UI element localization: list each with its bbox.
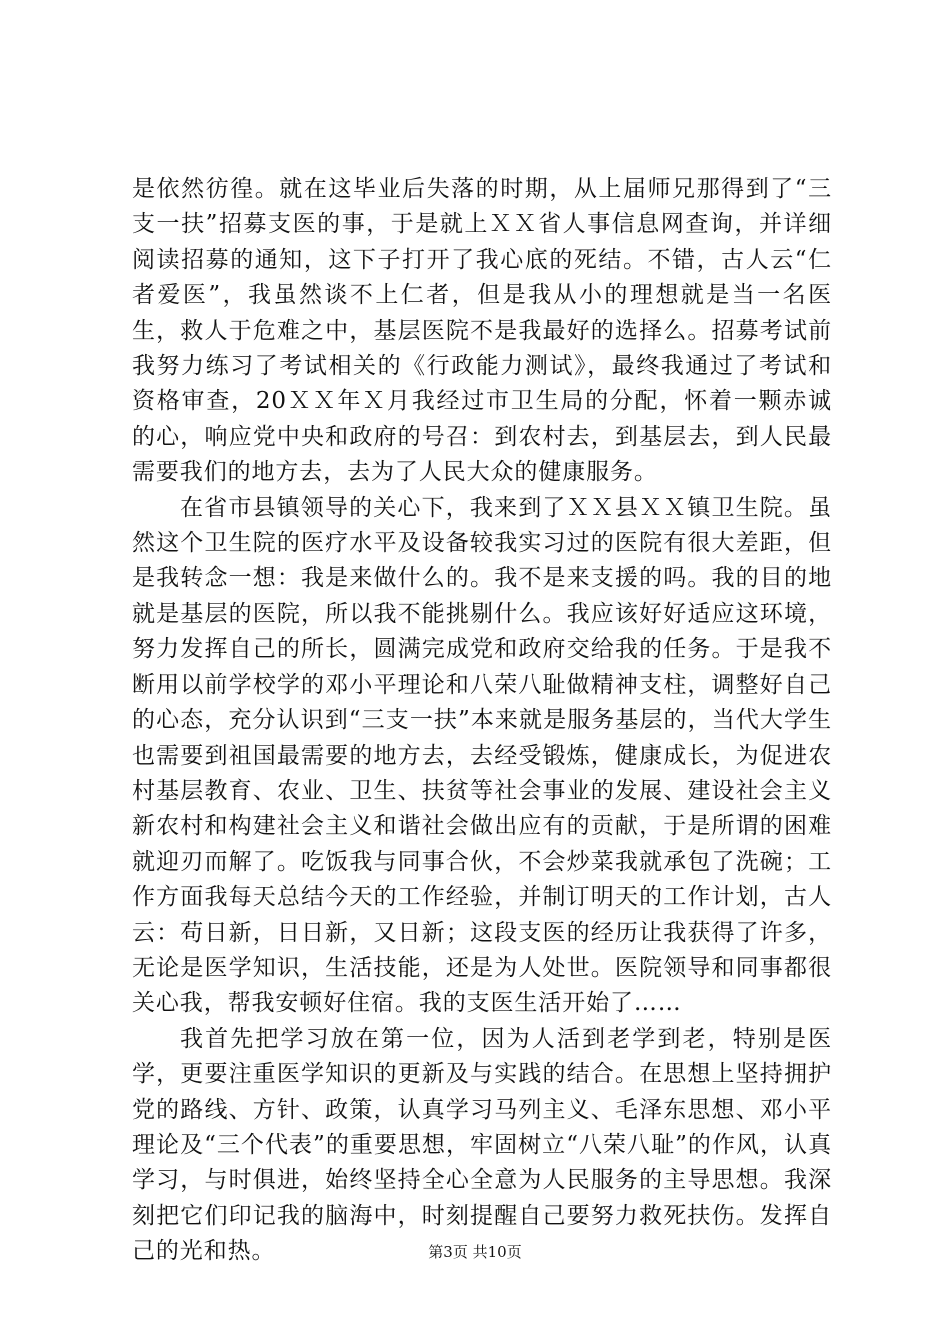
paragraph-continued: 是依然彷徨。就在这毕业后失落的时期，从上届师兄那得到了“三支一扶”招募支医的事，于是就上ＸＸ省人事信息网查询，并详细阅读招募的通知，这下子打开了我心底的死结。不错，古人云“仁者爱医”，我虽然谈不上仁者，但是我从小的理想就是当一名医生，救人于危难之中，基层医院不是我最好的选择么。招募考试前我努力练习了考试相关的《行政能力测试》，最终我通过了考试和资格审查，20ＸＸ年Ｘ月我经过市卫生局的分配，怀着一颗赤诚的心，响应党中央和政府的号召：到农村去，到基层去，到人民最需要我们的地方去，去为了人民大众的健康服务。 — [132, 176, 832, 486]
document-body — [132, 172, 832, 1270]
page-number-footer: 第3页 共10页 — [428, 1243, 522, 1261]
paragraph: 在省市县镇领导的关心下，我来到了ＸＸ县ＸＸ镇卫生院。虽然这个卫生院的医疗水平及设备较我实习过的医院有很大差距，但是我转念一想：我是来做什么的。我不是来支援的吗。我的目的地就是基层的医院，所以我不能挑剔什么。我应该好好适应这环境，努力发挥自己的所长，圆满完成党和政府交给我的任务。于是我不断用以前学校学的邓小平理论和八荣八耻做精神支柱，调整好自己的心态，充分认识到“三支一扶”本来就是服务基层的，当代大学生也需要到祖国最需要的地方去，去经受锻炼，健康成长，为促进农村基层教育、农业、卫生、扶贫等社会事业的发展、建设社会主义新农村和构建社会主义和谐社会做出应有的贡献，于是所谓的困难就迎刃而解了。吃饭我与同事合伙，不会炒菜我就承包了洗碗；工作方面我每天总结今天的工作经验，并制订明天的工作计划，古人云：苟日新，日日新，又日新；这段支医的经历让我获得了许多，无论是医学知识，生活技能，还是为人处世。医院领导和同事都很关心我，帮我安顿好住宿。我的支医生活开始了…… — [132, 494, 832, 1017]
paragraph: 我首先把学习放在第一位，因为人活到老学到老，特别是医学，更要注重医学知识的更新及与实践的结合。在思想上坚持拥护党的路线、方针、政策，认真学习马列主义、毛泽东思想、邓小平理论及“三个代表”的重要思想，牢固树立“八荣八耻”的作风，认真学习，与时俱进，始终坚持全心全意为人民服务的主导思想。我深刻把它们印记我的脑海中，时刻提醒自己要努力救死扶伤。发挥自己的光和热。 — [132, 1025, 832, 1265]
